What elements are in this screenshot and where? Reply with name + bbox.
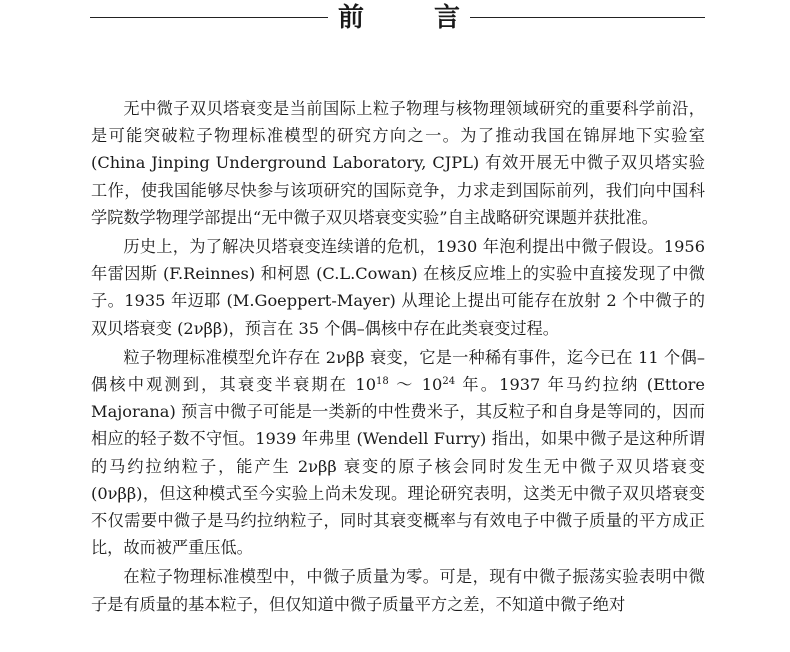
paragraph-1	[91, 95, 705, 231]
text-run: 历史上，为了解决贝塔衰变连续谱的危机，1930 年泡利提出中微子假设。1956 年雷因斯 (F.Reinnes) 和柯恩 (C.L.Cowan) 在核反应堆上的实验中直接发现了中微子。1935 年迈耶 (M.Goeppert-Mayer) 从理论上提出可能存在放射 2 个中微子的双贝塔衰变 (2νββ)，预言在 35 个偶–偶核中存在此类衰变过程。	[91, 237, 705, 338]
superscript-exponent: 18	[376, 376, 389, 388]
preface-body	[91, 95, 705, 620]
superscript-exponent: 24	[442, 376, 456, 388]
text-run: ～ 10	[388, 375, 443, 395]
header-rule-right	[470, 17, 705, 18]
header-rule-left	[90, 17, 328, 18]
paragraph-4	[91, 563, 705, 617]
text-run: 粒子物理标准模型允许存在 2νββ 衰变，它是一种稀有事件，迄今已在 11 个偶–偶核中观测到，其衰变半衰期在 10	[91, 347, 705, 395]
paragraph-3	[91, 344, 705, 562]
text-run: 在粒子物理标准模型中，中微子质量为零。可是，现有中微子振荡实验表明中微子是有质量的基本粒子，但仅知道中微子质量平方之差，不知道中微子绝对	[91, 567, 705, 614]
text-run: 无中微子双贝塔衰变是当前国际上粒子物理与核物理领域研究的重要科学前沿，是可能突破粒子物理标准模型的研究方向之一。为了推动我国在锦屏地下实验室 (China Jinping Underground Laboratory, CJPL) 有效开展无中微子双贝塔实验工作，使我国能够尽快参与该项研究的国际竞争，力求走到国际前列，我们向中国科学院数学物理学部提出“无中微子双贝塔衰变实验”自主战略研究课题并获批准。	[91, 99, 705, 227]
page-title: 前 言	[338, 3, 460, 33]
paragraph-2	[91, 233, 705, 342]
text-run: 年。1937 年马约拉纳 (Ettore Majorana) 预言中微子可能是一类新的中性费米子，其反粒子和自身是等同的，因而相应的轻子数不守恒。1939 年弗里 (Wendell Furry) 指出，如果中微子是这种所谓的马约拉纳粒子，能产生 2νββ 衰变的原子核会同时发生无中微子双贝塔衰变 (0νββ)，但这种模式至今实验上尚未发现。理论研究表明，这类无中微子双贝塔衰变不仅需要中微子是马约拉纳粒子，同时其衰变概率与有效电子中微子质量的平方成正比，故而被严重压低。	[91, 375, 706, 558]
preface-header	[90, 2, 705, 34]
